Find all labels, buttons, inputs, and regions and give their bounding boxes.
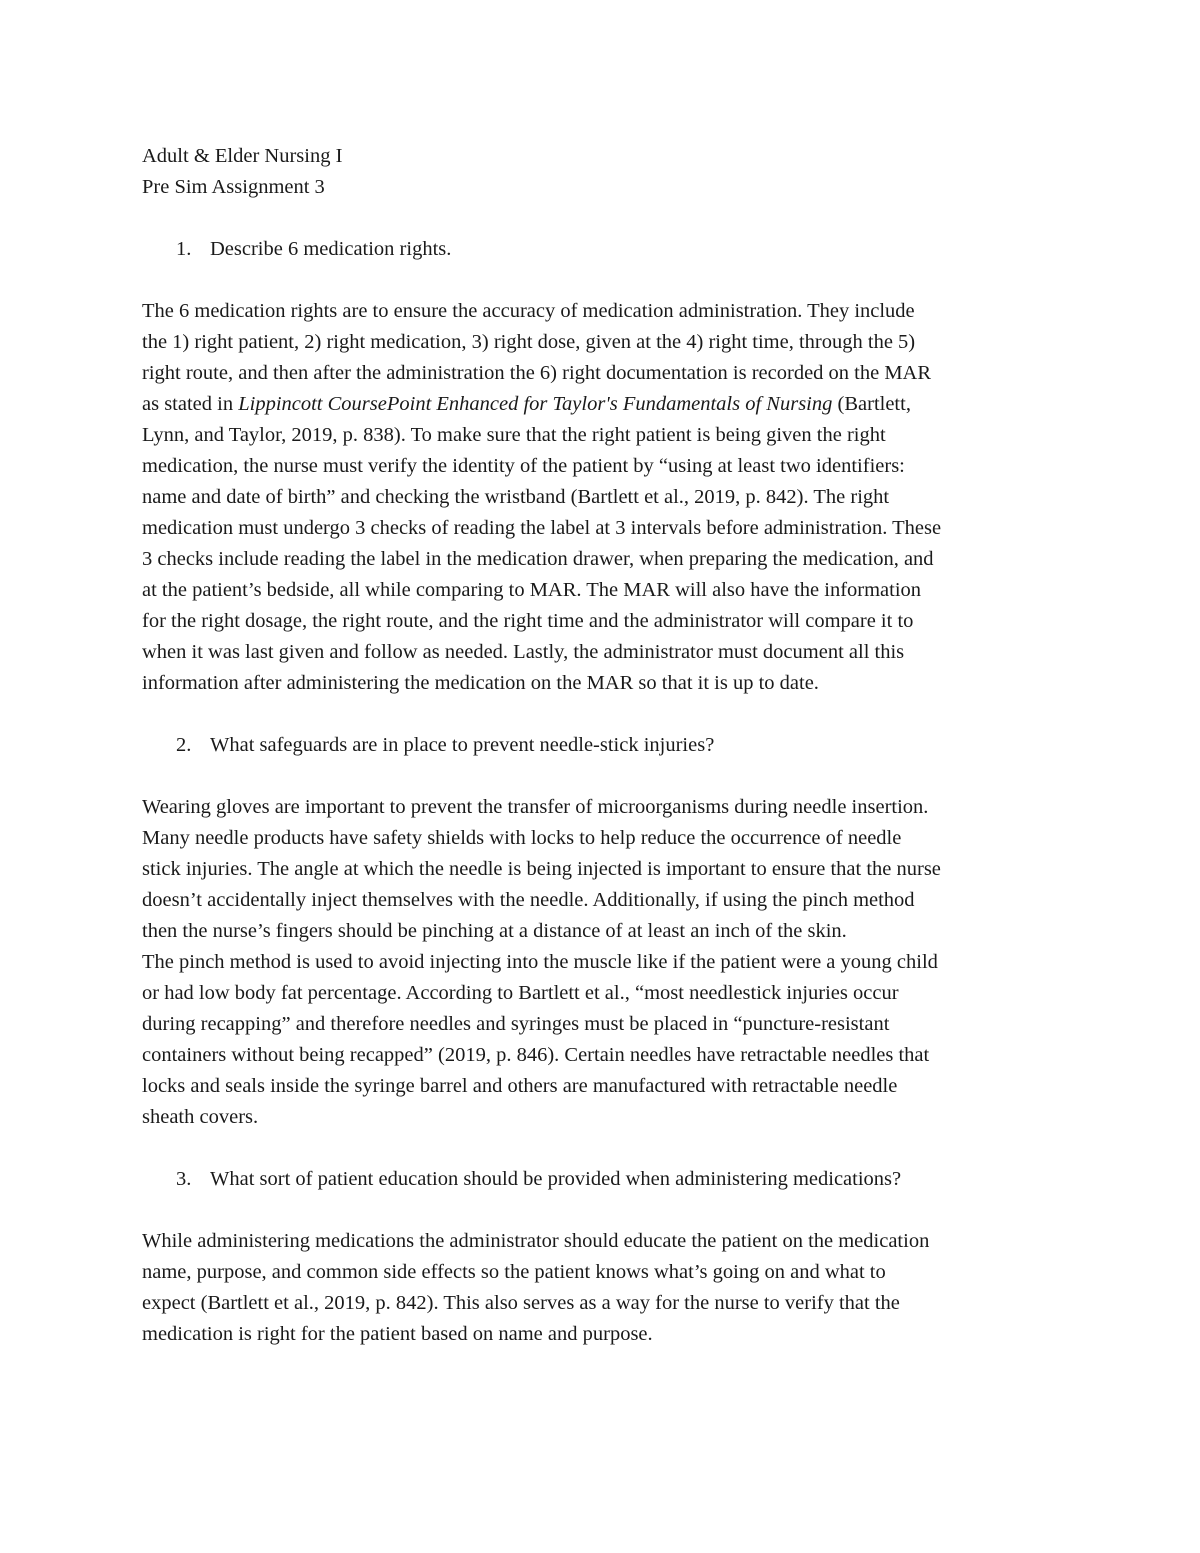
answer-1-line: medication must undergo 3 checks of reading the label at 3 intervals before administration. These: [142, 517, 942, 539]
question-3: [142, 1164, 1067, 1195]
question-2: [142, 730, 1067, 761]
answer-1-line: information after administering the medication on the MAR so that it is up to date.: [142, 672, 819, 694]
document-body: [142, 141, 1067, 1350]
assignment-title: Pre Sim Assignment 3: [142, 176, 325, 198]
answer-1-line: for the right dosage, the right route, and the right time and the administrator will compare it to: [142, 610, 914, 632]
spacer: [142, 761, 1067, 792]
answer-1-line: name and date of birth” and checking the wristband (Bartlett et al., 2019, p. 842). The right: [142, 486, 890, 508]
spacer: [142, 203, 1067, 234]
answer-2-line: The pinch method is used to avoid injecting into the muscle like if the patient were a young child: [142, 951, 938, 973]
answer-1-line: right route, and then after the administration the 6) right documentation is recorded on the MAR: [142, 362, 932, 384]
answer-1-line-suffix: (Bartlett,: [832, 393, 911, 415]
answer-1-line: medication, the nurse must verify the identity of the patient by “using at least two identifiers:: [142, 455, 905, 477]
question-1-number: 1.: [176, 238, 192, 260]
question-3-text: What sort of patient education should be provided when administering medications?: [210, 1168, 902, 1190]
answer-2-line: then the nurse’s fingers should be pinching at a distance of at least an inch of the skin.: [142, 920, 847, 942]
course-title: Adult & Elder Nursing I: [142, 145, 343, 167]
answer-1-line: The 6 medication rights are to ensure the accuracy of medication administration. They include: [142, 300, 915, 322]
question-2-number: 2.: [176, 734, 192, 756]
answer-1-line: 3 checks include reading the label in the medication drawer, when preparing the medication, and: [142, 548, 934, 570]
spacer: [142, 1195, 1067, 1226]
spacer: [142, 265, 1067, 296]
answer-2-line: sheath covers.: [142, 1106, 259, 1128]
answer-3-line: name, purpose, and common side effects so the patient knows what’s going on and what to: [142, 1261, 886, 1283]
answer-2-line: or had low body fat percentage. According to Bartlett et al., “most needlestick injuries occur: [142, 982, 899, 1004]
question-1-text: Describe 6 medication rights.: [210, 238, 452, 260]
question-2-text: What safeguards are in place to prevent needle-stick injuries?: [210, 734, 715, 756]
answer-1-line: the 1) right patient, 2) right medication, 3) right dose, given at the 4) right time, through the 5): [142, 331, 916, 353]
answer-1-line-prefix: as stated in: [142, 393, 239, 415]
answer-2-line: containers without being recapped” (2019, p. 846). Certain needles have retractable needles that: [142, 1044, 930, 1066]
answer-1-paragraph: [142, 296, 1067, 699]
answer-2-line: during recapping” and therefore needles and syringes must be placed in “puncture-resistant: [142, 1013, 890, 1035]
answer-1-line: when it was last given and follow as needed. Lastly, the administrator must document all this: [142, 641, 905, 663]
answer-2-line: Wearing gloves are important to prevent the transfer of microorganisms during needle insertion.: [142, 796, 929, 818]
answer-3-line: medication is right for the patient based on name and purpose.: [142, 1323, 653, 1345]
spacer: [142, 699, 1067, 730]
answer-1-line: at the patient’s bedside, all while comparing to MAR. The MAR will also have the information: [142, 579, 922, 601]
answer-3-line: expect (Bartlett et al., 2019, p. 842). This also serves as a way for the nurse to verify that the: [142, 1292, 900, 1314]
answer-1-line: Lynn, and Taylor, 2019, p. 838). To make sure that the right patient is being given the right: [142, 424, 886, 446]
question-3-number: 3.: [176, 1168, 192, 1190]
answer-1-line: [142, 389, 1067, 420]
answer-2-line: doesn’t accidentally inject themselves with the needle. Additionally, if using the pinch method: [142, 889, 915, 911]
answer-2-line: Many needle products have safety shields with locks to help reduce the occurrence of needle: [142, 827, 902, 849]
answer-2-line: stick injuries. The angle at which the needle is being injected is important to ensure that the nurse: [142, 858, 941, 880]
answer-3-line: While administering medications the administrator should educate the patient on the medication: [142, 1230, 930, 1252]
spacer: [142, 1133, 1067, 1164]
answer-2-line: locks and seals inside the syringe barrel and others are manufactured with retractable needle: [142, 1075, 898, 1097]
answer-3-paragraph: [142, 1226, 1067, 1350]
question-1: [142, 234, 1067, 265]
answer-2-paragraph: [142, 792, 1067, 1133]
book-title: Lippincott CoursePoint Enhanced for Taylor's Fundamentals of Nursing: [238, 393, 833, 415]
